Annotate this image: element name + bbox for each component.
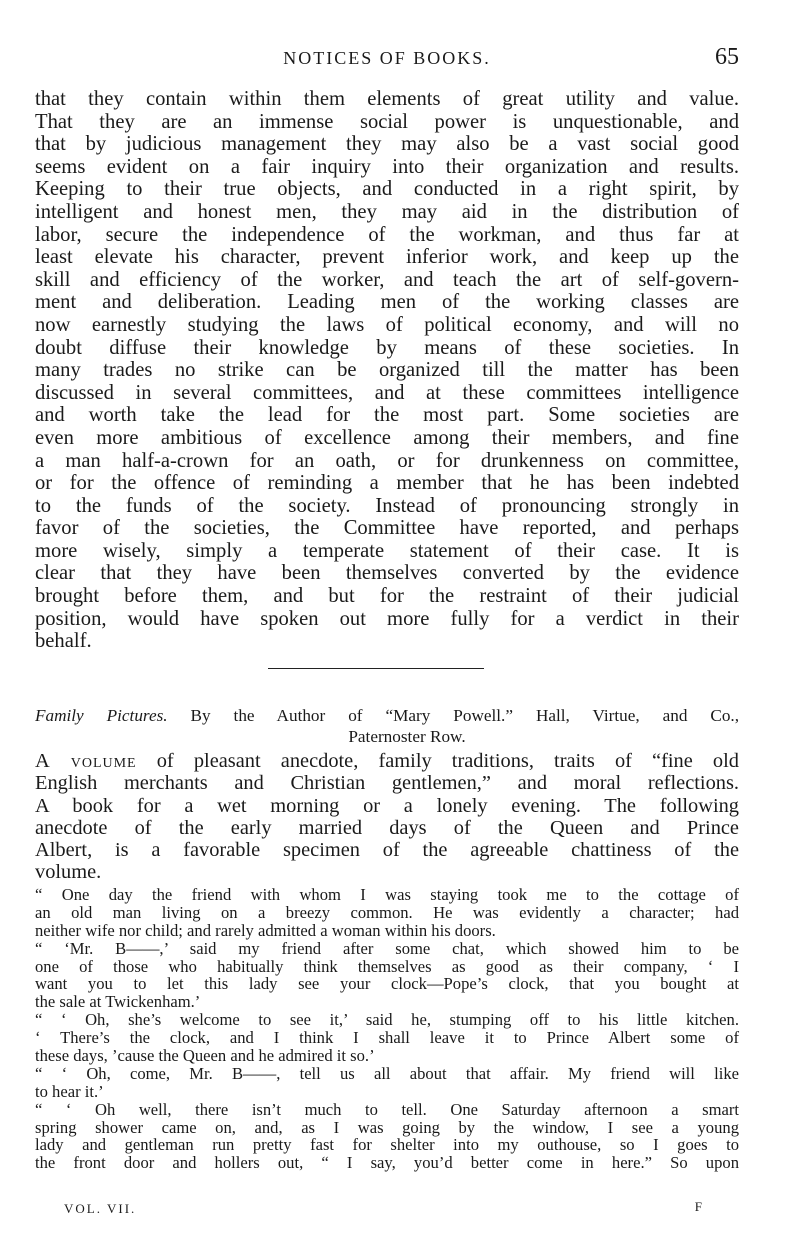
review-paragraph <box>35 750 739 884</box>
quote-line: the front door and hollers out, “ I say, you’d better come in here.” So upon <box>35 1153 739 1173</box>
page-footer <box>64 1201 704 1221</box>
text-line: behalf. <box>35 630 92 653</box>
text-line: skill and efficiency of the worker, and teach the art of self-govern- <box>35 268 739 291</box>
text-line: English merchants and Christian gentlemen,” and moral reflections. <box>35 772 739 795</box>
signature-mark: F <box>694 1199 704 1214</box>
book-title: Family Pictures. <box>35 706 168 725</box>
text-line <box>35 750 739 772</box>
text-line: volume. <box>35 861 102 884</box>
quote-line: lady and gentleman run pretty fast for shelter into my outhouse, so I goes to <box>35 1135 739 1155</box>
review-heading-line <box>35 705 739 726</box>
quote-line: “ ‘ Oh well, there isn’t much to tell. One Saturday afternoon a smart <box>35 1099 739 1119</box>
text-line-rest: of pleasant anecdote, family traditions, traits of “fine old <box>136 750 739 772</box>
lead-word: A volume <box>35 750 137 772</box>
text-line: doubt diffuse their knowledge by means of these societies. In <box>35 336 739 359</box>
text-line: intelligent and honest men, they may aid in the distribution of <box>35 200 739 223</box>
text-line: that by judicious management they may also be a vast social good <box>35 133 739 156</box>
quote-line: want you to let this lady see your clock—Pope’s clock, that you bought at <box>35 974 739 994</box>
text-line: Keeping to their true objects, and conducted in a right spirit, by <box>35 178 739 201</box>
quote-line: “ ‘Mr. B——,’ said my friend after some chat, which showed him to be <box>35 938 739 958</box>
text-line: now earnestly studying the laws of political economy, and will no <box>35 313 739 336</box>
quoted-extract <box>35 886 739 1172</box>
text-line: clear that they have been themselves converted by the evidence <box>35 562 739 585</box>
volume-number: VOL. VII. <box>64 1201 137 1216</box>
text-line: anecdote of the early married days of the Queen and Prince <box>35 816 739 839</box>
quote-line: one of those who habitually think themselves as good as their company, ‘ I <box>35 956 739 976</box>
running-title: NOTICES OF BOOKS. <box>283 48 491 68</box>
text-line: favor of the societies, the Committee have reported, and perhaps <box>35 517 739 540</box>
text-line: more wisely, simply a temperate statement of their case. It is <box>35 539 739 562</box>
text-line: ment and deliberation. Leading men of the working classes are <box>35 291 739 314</box>
quote-line: “ One day the friend with whom I was staying took me to the cottage of <box>35 885 739 904</box>
text-line: to the funds of the society. Instead of pronouncing strongly in <box>35 494 739 517</box>
text-line: position, would have spoken out more fully for a verdict in their <box>35 607 739 630</box>
text-line: many trades no strike can be organized till the matter has been <box>35 359 739 382</box>
running-head <box>35 44 739 76</box>
text-line: That they are an immense social power is unquestionable, and <box>35 110 739 133</box>
quote-line: spring shower came on, and, as I was going by the window, I see a young <box>35 1117 739 1137</box>
quote-line: neither wife nor child; and rarely admitted a woman within his doors. <box>35 920 496 940</box>
text-line: Albert, is a favorable specimen of the agreeable chattiness of the <box>35 839 739 862</box>
text-line: labor, secure the independence of the workman, and thus far at <box>35 223 739 246</box>
quote-line: to hear it.’ <box>35 1081 104 1101</box>
book-publisher: Hall, Virtue, and Co., <box>535 706 740 725</box>
body-paragraph <box>35 88 739 653</box>
page-number: 65 <box>715 44 739 70</box>
quote-line: the sale at Twickenham.’ <box>35 992 201 1012</box>
quote-line: “ ‘ Oh, come, Mr. B——, tell us all about that affair. My friend will like <box>35 1063 739 1083</box>
text-line: that they contain within them elements of great utility and value. <box>35 88 739 110</box>
text-line: discussed in several committees, and at these committees intelligence <box>35 381 739 404</box>
text-line: a man half-a-crown for an oath, or for drunkenness on committee, <box>35 449 739 472</box>
section-divider <box>268 668 484 669</box>
quote-line: “ ‘ Oh, she’s welcome to see it,’ said he, stumping off to his little kitchen. <box>35 1010 739 1030</box>
quote-line: these days, ’cause the Queen and he admired it so.’ <box>35 1046 375 1066</box>
book-publisher-address: Paternoster Row. <box>348 727 466 746</box>
text-line: least elevate his character, prevent inferior work, and keep up the <box>35 246 739 269</box>
text-line: seems evident on a fair inquiry into their organization and results. <box>35 155 739 178</box>
quote-line: an old man living on a breezy common. He was evidently a character; had <box>35 902 739 922</box>
text-line: and worth take the lead for the most part. Some societies are <box>35 404 739 427</box>
text-line: even more ambitious of excellence among their members, and fine <box>35 426 739 449</box>
book-byline: By the Author of “Mary Powell.” <box>190 706 513 725</box>
review-heading <box>35 705 739 747</box>
text-line: A book for a wet morning or a lonely evening. The following <box>35 794 739 817</box>
text-line: or for the offence of reminding a member that he has been indebted <box>35 472 739 495</box>
quote-line: ‘ There’s the clock, and I think I shall leave it to Prince Albert some of <box>35 1028 739 1048</box>
text-line: brought before them, and but for the restraint of their judicial <box>35 585 739 608</box>
